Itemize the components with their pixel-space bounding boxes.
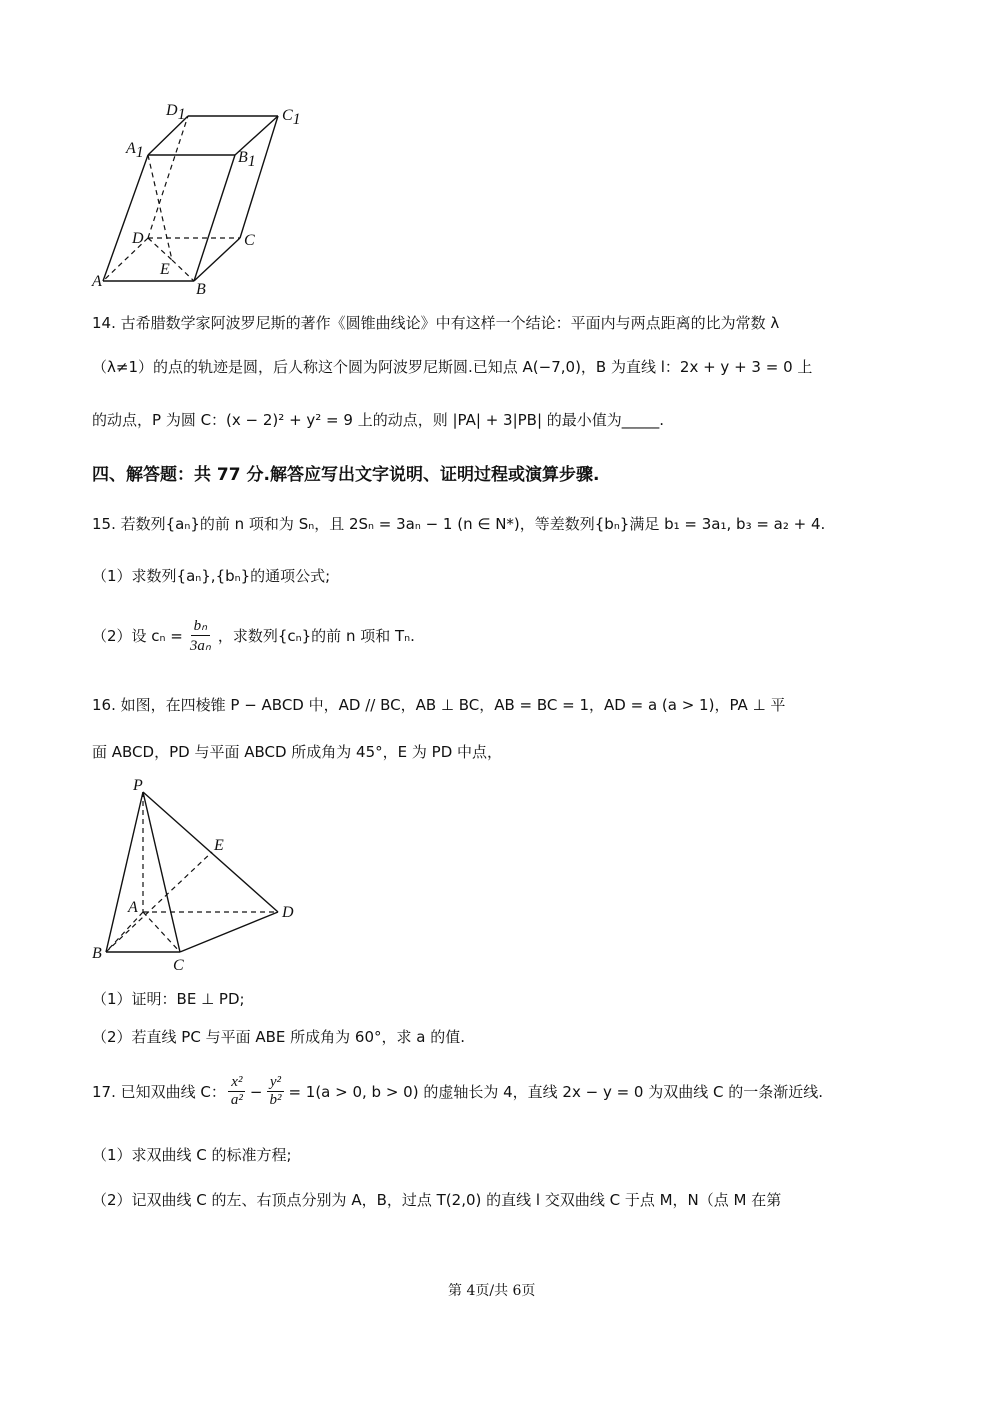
label-a: A — [128, 899, 138, 916]
q17-part1: （1）求双曲线 C 的标准方程; — [92, 1146, 292, 1164]
q16-part2: （2）若直线 PC 与平面 ABE 所成角为 60°，求 a 的值. — [92, 1028, 466, 1046]
q17-fraction-y-num: y² — [267, 1074, 284, 1092]
q14-line2: （λ≠1）的点的轨迹是圆，后人称这个圆为阿波罗尼斯圆.已知点 A(−7,0)，B 为直线 l：2x + y + 3 = 0 上 — [92, 358, 813, 376]
label-c: C — [244, 232, 255, 249]
q16-line2: 面 ABCD，PD 与平面 ABCD 所成角为 45°，E 为 PD 中点， — [92, 743, 503, 761]
label-b1: B1 — [238, 149, 256, 170]
edge-c-d — [180, 912, 278, 952]
q17-prefix: 17. 已知双曲线 C： — [92, 1083, 226, 1101]
edge-p-c — [143, 792, 180, 952]
q16-part1: （1）证明：BE ⊥ PD; — [92, 990, 245, 1008]
q15-part2-prefix: （2）设 cₙ = — [92, 627, 183, 645]
label-a1: A1 — [126, 140, 144, 161]
q14-line1: 14. 古希腊数学家阿波罗尼斯的著作《圆锥曲线论》中有这样一个结论：平面内与两点距离的比为常数 λ — [92, 314, 780, 332]
label-b: B — [196, 281, 206, 298]
q17-fraction-x-den: a² — [230, 1092, 243, 1108]
label-d1: D1 — [166, 102, 186, 123]
edge-c-c1 — [240, 116, 278, 238]
edge-a-b — [106, 912, 143, 952]
q17-minus: − — [249, 1082, 263, 1101]
q17-fraction-y-den: b² — [269, 1092, 282, 1108]
q15-fraction-num: bₙ — [191, 616, 210, 636]
label-c: C — [173, 957, 184, 974]
parallelepiped-figure — [88, 98, 318, 298]
label-a: A — [92, 273, 102, 290]
q17-fraction-x — [228, 1074, 246, 1109]
edge-p-b — [106, 792, 143, 952]
q17-part2: （2）记双曲线 C 的左、右顶点分别为 A，B，过点 T(2,0) 的直线 l 交双曲线 C 于点 M，N（点 M 在第 — [92, 1191, 782, 1209]
edge-p-d — [143, 792, 278, 912]
pyramid-figure — [88, 772, 308, 977]
q15-part2 — [92, 616, 415, 655]
label-d: D — [132, 230, 144, 247]
line-b-e — [106, 852, 212, 952]
q17-fraction-x-num: x² — [228, 1074, 245, 1092]
q17-suffix: = 1(a > 0, b > 0) 的虚轴长为 4，直线 2x − y = 0 为双曲线 C 的一条渐近线. — [288, 1083, 824, 1101]
edge-d-d1 — [148, 116, 188, 238]
label-c1: C1 — [282, 107, 301, 128]
q14-line3: 的动点，P 为圆 C：(x − 2)² + y² = 9 上的动点，则 |PA| + 3|PB| 的最小值为_____. — [92, 411, 665, 429]
edge-a-a1 — [103, 155, 148, 281]
q17-fraction-y — [266, 1074, 284, 1109]
line-e-b — [172, 260, 194, 281]
q17-stem — [92, 1074, 823, 1109]
label-b: B — [92, 945, 102, 962]
section-heading: 四、解答题：共 77 分.解答应写出文字说明、证明过程或演算步骤. — [92, 465, 600, 485]
diagonal-a1-e — [148, 155, 172, 260]
label-p: P — [133, 777, 143, 794]
q15-fraction-den: 3aₙ — [189, 638, 211, 654]
q15-part1: （1）求数列{aₙ},{bₙ}的通项公式; — [92, 567, 331, 585]
line-d-e — [148, 238, 172, 260]
page-footer: 第 4页/共 6页 — [448, 1283, 536, 1299]
q15-part2-suffix: ，求数列{cₙ}的前 n 项和 Tₙ. — [217, 627, 415, 645]
q16-line1: 16. 如图，在四棱锥 P − ABCD 中，AD // BC，AB ⊥ BC，AB = BC = 1，AD = a (a > 1)，PA ⊥ 平 — [92, 696, 786, 714]
label-d: D — [282, 904, 294, 921]
label-e: E — [160, 261, 170, 278]
label-e: E — [214, 837, 224, 854]
q15-stem: 15. 若数列{aₙ}的前 n 项和为 Sₙ，且 2Sₙ = 3aₙ − 1 (n ∈ N*)，等差数列{bₙ}满足 b₁ = 3a₁, b₃ = a₂ + 4. — [92, 515, 826, 533]
edge-a-c — [143, 912, 180, 952]
q15-fraction — [187, 616, 214, 655]
